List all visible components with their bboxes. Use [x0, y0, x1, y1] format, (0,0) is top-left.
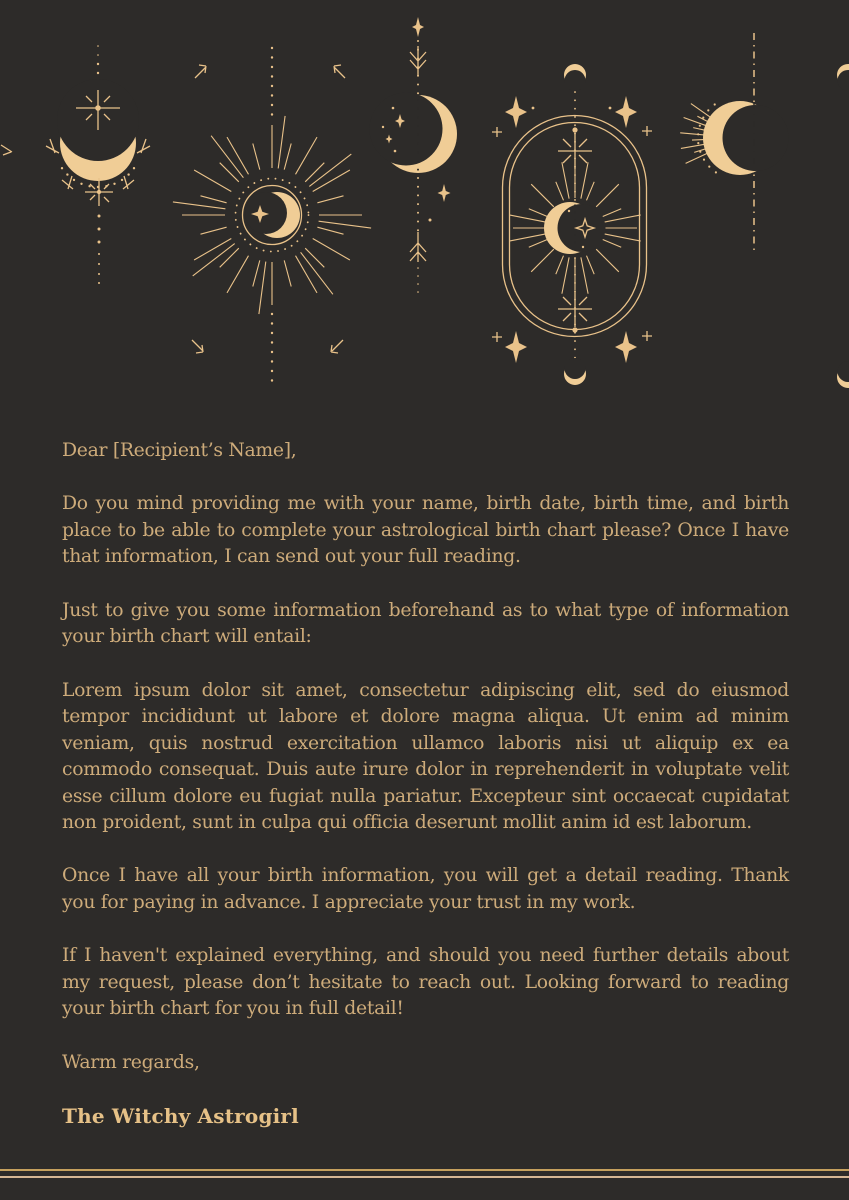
- crescent-moon-column-ornament-icon: [370, 17, 458, 292]
- celestial-header-ornaments: [0, 0, 849, 430]
- crescent-moon-dotted-ornament-icon: [1, 46, 150, 283]
- divider-line-bottom: [0, 1176, 849, 1178]
- letter-closing: Warm regards,: [62, 1051, 200, 1073]
- letter-paragraph: Do you mind providing me with your name, birth date, birth time, and birth place to be able to complete your astrological birth chart please? Once I have that information, I can send out your full reading.: [62, 493, 789, 568]
- letter-paragraph: If I haven't explained everything, and should you need further details about my request, please don’t hesitate to reach out. Looking forward to reading your birth chart for you in full detail!: [62, 945, 789, 1020]
- letter-paragraph: Once I have all your birth information, you will get a detail reading. Thank you for paying in advance. I appreciate your trust in my work.: [62, 865, 789, 913]
- letter-greeting: Dear [Recipient’s Name],: [62, 440, 297, 461]
- crescent-moon-rays-ornament-icon: [680, 33, 788, 252]
- letter-paragraph: Lorem ipsum dolor sit amet, consectetur adipiscing elit, sed do eiusmod tempor incididunt ut labore et dolore magna aliqua. Ut enim ad minim veniam, quis nostrud exercitation ullamco laboris nisi ut aliquip ex ea commodo consequat. Duis aute irure dolor in reprehenderit in voluptate velit esse cillum dolore eu fugiat nulla pariatur. Excepteur sint occaecat cupidatat non proident, sunt in culpa qui officia deserunt mollit anim id est laborum.: [62, 679, 789, 833]
- tarot-card-sun-moon-ornament-icon: [492, 64, 652, 385]
- letter-paragraph: Just to give you some information beforehand as to what type of information your birth chart will entail:: [62, 599, 789, 648]
- letter-body: [62, 438, 789, 1130]
- sunburst-moon-ornament-icon: [173, 48, 371, 381]
- letter-signature: The Witchy Astrogirl: [62, 1104, 299, 1129]
- edge-crescent-icons: [837, 64, 849, 388]
- bottom-double-rule: [0, 1169, 849, 1178]
